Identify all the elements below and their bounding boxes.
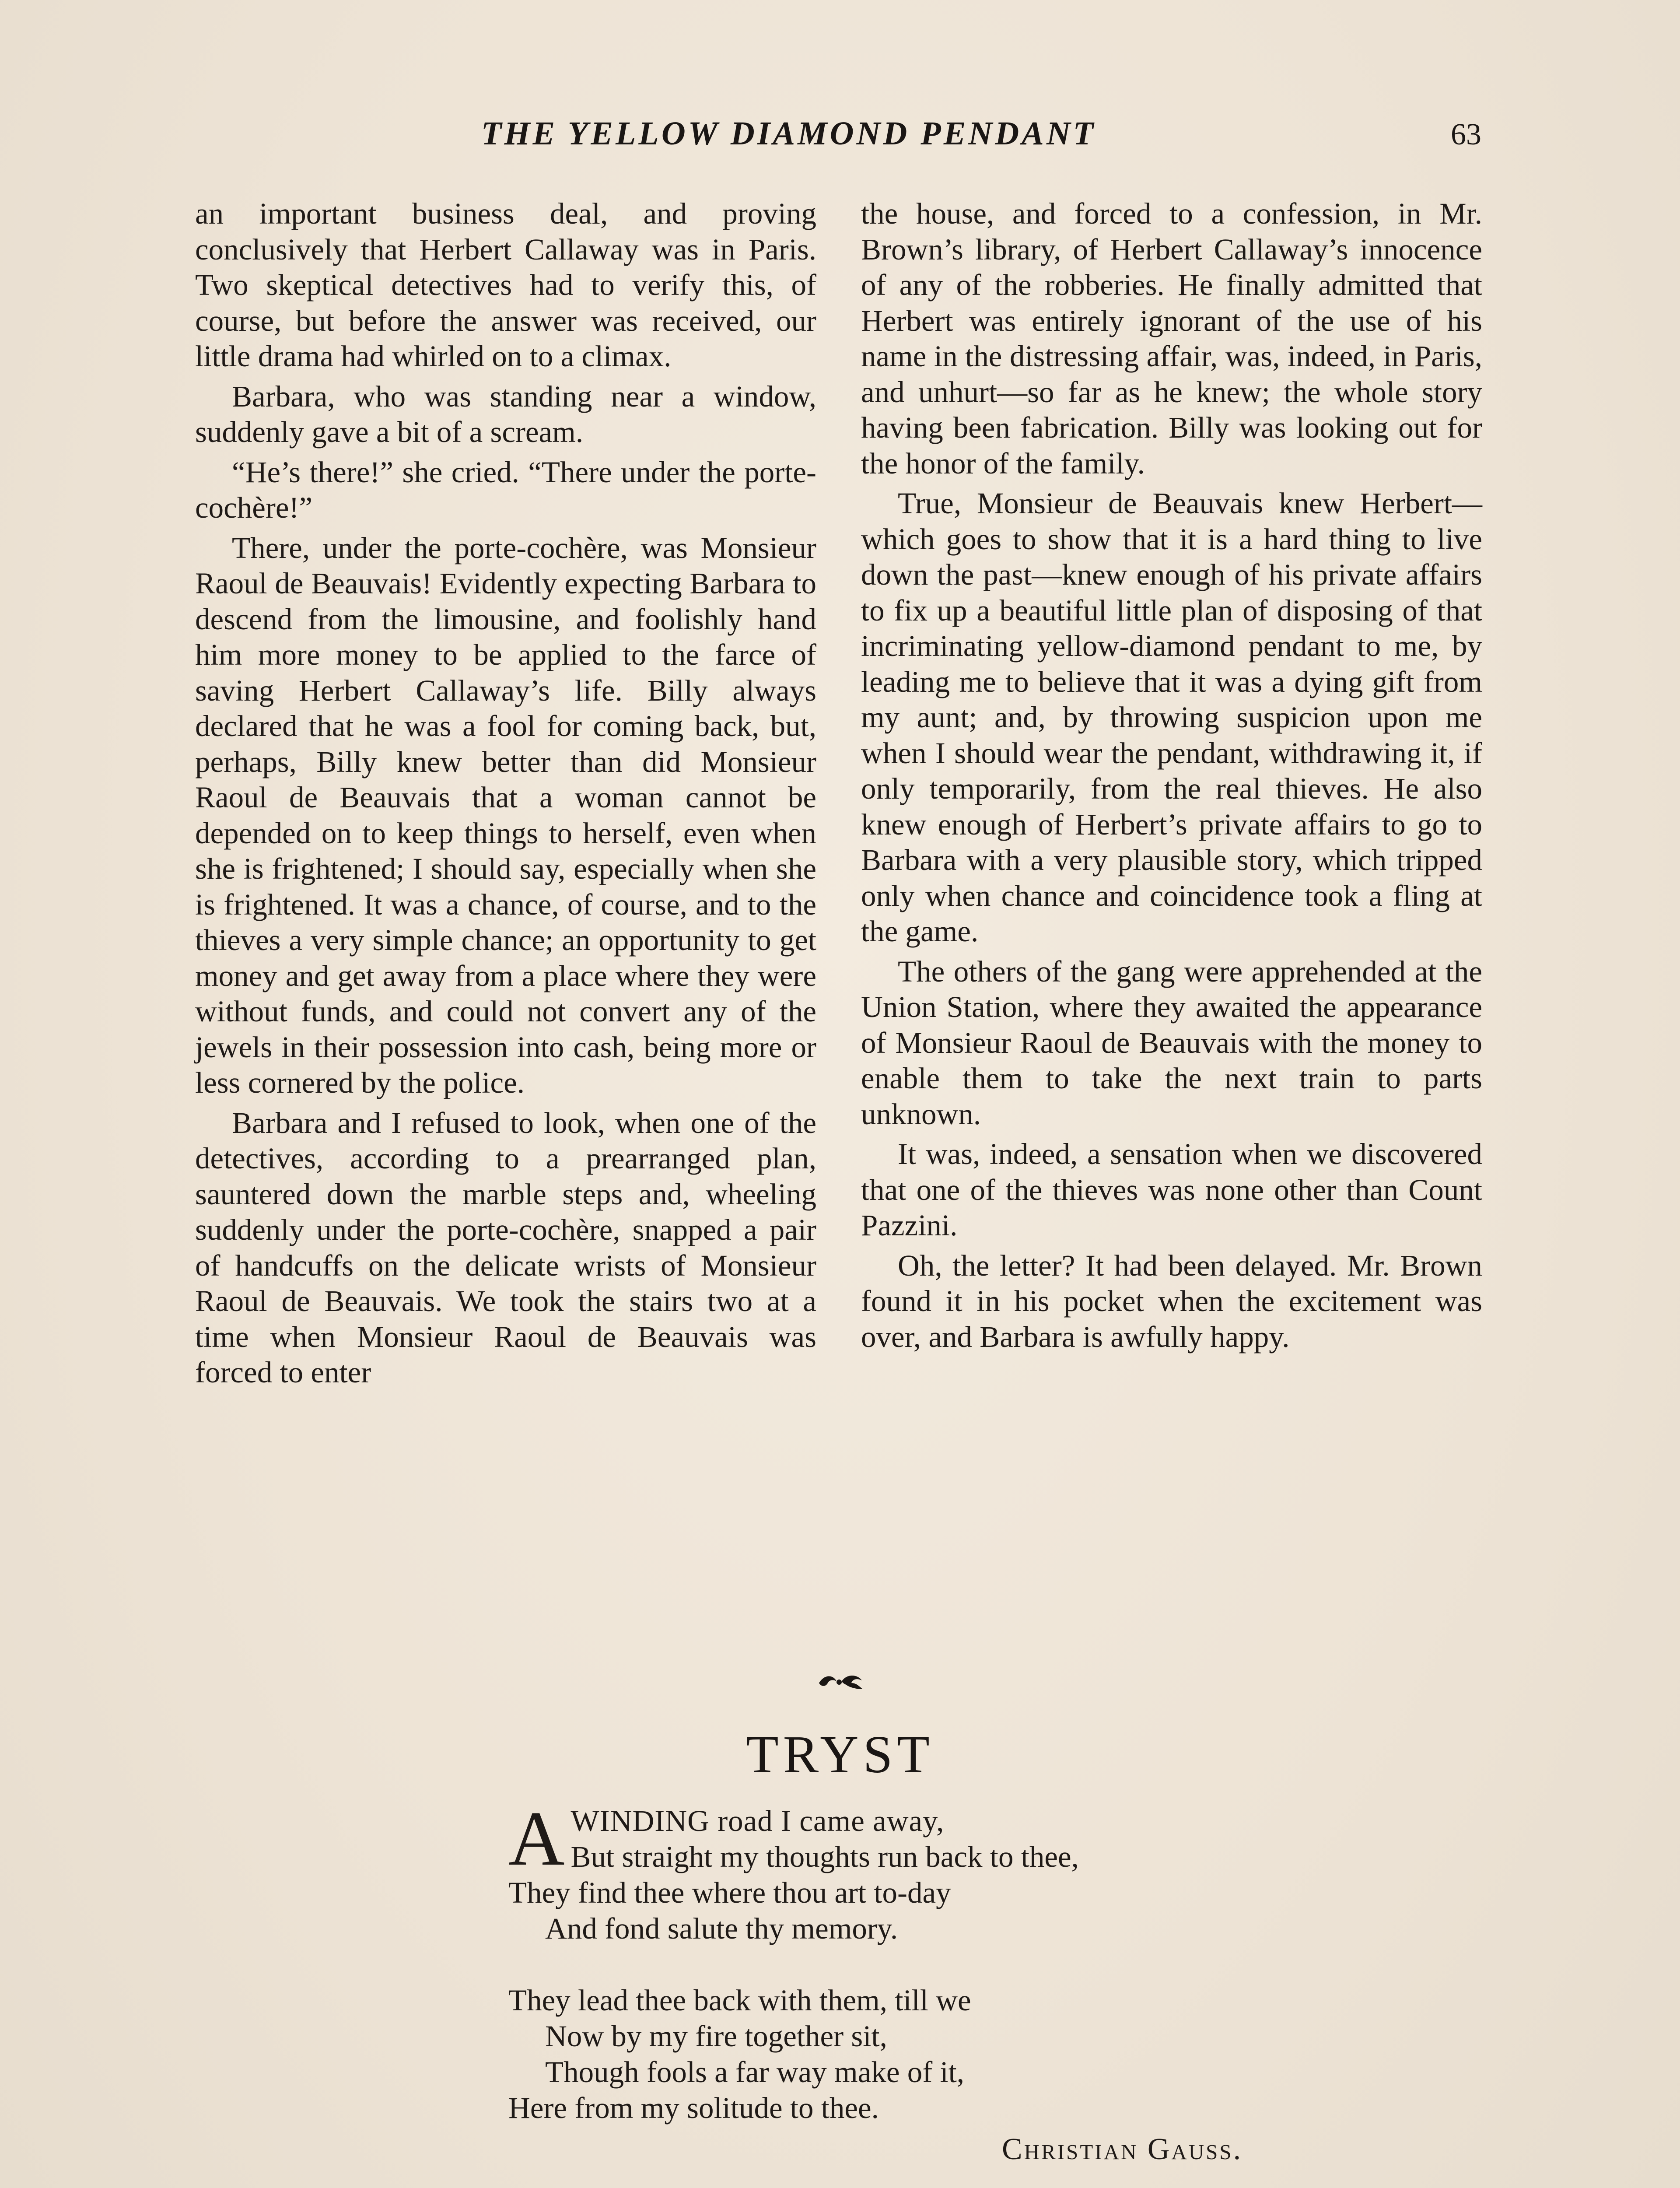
poem-line: Now by my fire together sit, bbox=[545, 2020, 887, 2053]
poem-line: But straight my thoughts run back to thee, bbox=[570, 1840, 1079, 1873]
fleuron-ornament-icon bbox=[815, 1668, 867, 1694]
poem-line: WINDING road I came away, bbox=[570, 1804, 945, 1837]
story-column-right bbox=[861, 196, 1482, 1359]
paragraph: There, under the porte-cochère, was Monsieur Raoul de Beauvais! Evidently expecting Barbara to descend from the limousine, and foolishly hand him more money to be applied to the farce of saving Herbert Callaway’s life. Billy always declared that he was a fool for coming back, but, perhaps, Billy knew better than did Monsieur Raoul de Beauvais that a woman cannot be depended on to keep things to herself, even when she is frightened; I should say, especially when she is frightened. It was a chance, of course, and to the thieves a very simple chance; an opportunity to get money and get away from a place where they were without funds, and could not convert any of the jewels in their possession into cash, being more or less cornered by the police. bbox=[195, 531, 816, 1099]
page-number: 63 bbox=[1451, 118, 1481, 151]
poem-line: Though fools a far way make of it, bbox=[545, 2055, 965, 2089]
story-column-left bbox=[195, 196, 816, 1395]
paragraph: Oh, the letter? It had been delayed. Mr. Brown found it in his pocket when the excitement was over, and Barbara is awfully happy. bbox=[861, 1248, 1482, 1353]
poem-line: They lead thee back with them, till we bbox=[508, 1984, 971, 2017]
drop-cap: A bbox=[508, 1795, 565, 1882]
poem-stanza bbox=[508, 1795, 1340, 1946]
paragraph: an important business deal, and proving conclusively that Herbert Callaway was in Paris. Two skeptical detectives had to verify this, of course, but before the answer was received, our little drama had whirled on to a climax. bbox=[195, 197, 816, 373]
poem-author: Christian Gauss. bbox=[1002, 2132, 1243, 2166]
paragraph: Barbara and I refused to look, when one of the detectives, according to a prearranged plan, sauntered down the marble steps and, wheeling suddenly under the porte-cochère, snapped a pair of handcuffs on the delicate wrists of Monsieur Raoul de Beauvais. We took the stairs two at a time when Monsieur Raoul de Beauvais was forced to enter bbox=[195, 1106, 816, 1389]
paragraph: It was, indeed, a sensation when we discovered that one of the thieves was none other than Count Pazzini. bbox=[861, 1137, 1482, 1242]
paragraph: “He’s there!” she cried. “There under the porte-cochère!” bbox=[195, 455, 816, 524]
paragraph: True, Monsieur de Beauvais knew Herbert—which goes to show that it is a hard thing to live down the past—knew enough of his private affairs to fix up a beautiful little plan of disposing of that incriminating yellow-diamond pendant to me, by leading me to believe that it was a dying gift from my aunt; and, by throwing suspicion upon me when I should wear the pendant, withdrawing it, if only temporarily, from the real thieves. He also knew enough of Herbert’s private affairs to go to Barbara with a very plausible story, which tripped only when chance and coincidence took a fling at the game. bbox=[861, 487, 1482, 948]
paragraph: Barbara, who was standing near a window, suddenly gave a bit of a scream. bbox=[195, 379, 816, 449]
poem-body bbox=[508, 1795, 1340, 2162]
paragraph: The others of the gang were apprehended at the Union Station, where they awaited the appearance of Monsieur Raoul de Beauvais with the money to enable them to take the next train to parts unknown. bbox=[861, 954, 1482, 1131]
poem-line: They find thee where thou art to-day bbox=[508, 1876, 951, 1909]
poem-title: TRYST bbox=[746, 1725, 934, 1784]
paragraph: the house, and forced to a confession, in Mr. Brown’s library, of Herbert Callaway’s innocence of any of the robberies. He finally admitted that Herbert was entirely ignorant of the use of his name in the distressing affair, was, indeed, in Paris, and unhurt—so far as he knew; the whole story having been fabrication. Billy was looking out for the honor of the family. bbox=[861, 197, 1482, 480]
running-title: THE YELLOW DIAMOND PENDANT bbox=[481, 115, 1096, 152]
poem-line: And fond salute thy memory. bbox=[545, 1912, 898, 1945]
poem-line: Here from my solitude to thee. bbox=[508, 2091, 879, 2125]
poem-stanza bbox=[508, 1982, 1340, 2126]
